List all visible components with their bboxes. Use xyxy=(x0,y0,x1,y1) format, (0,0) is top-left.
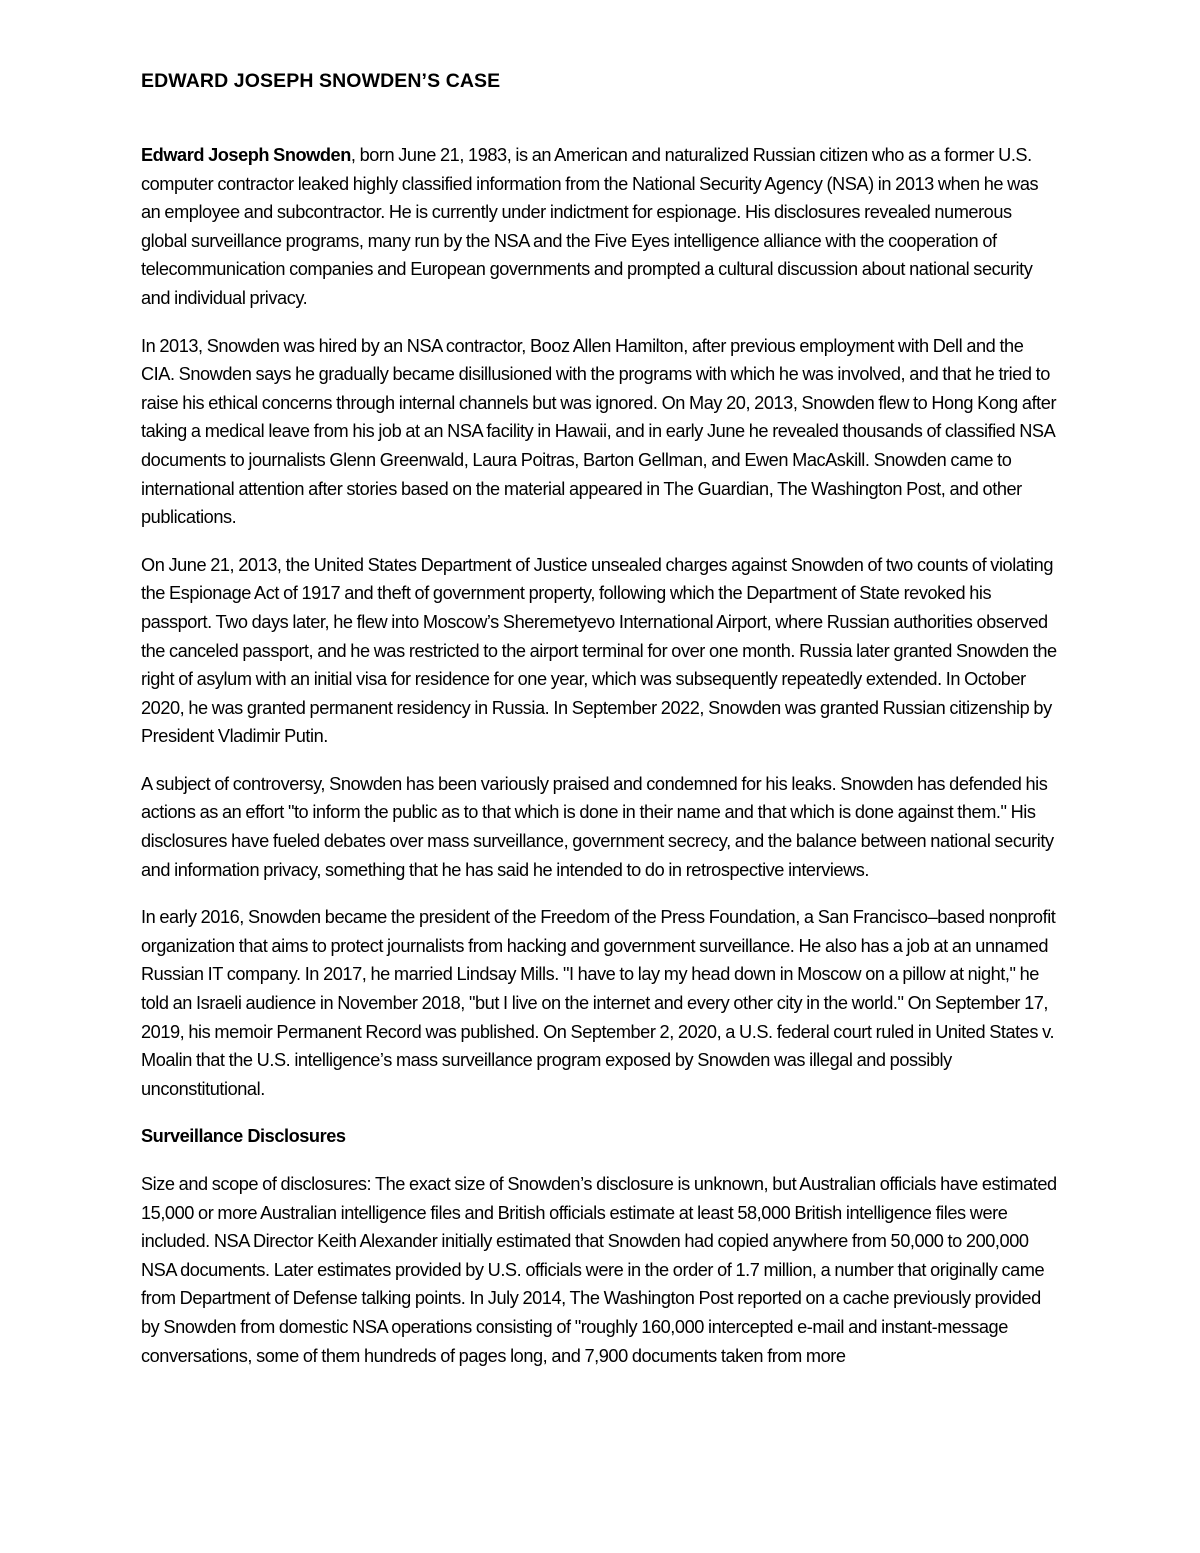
document-body xyxy=(141,66,1059,1389)
section-heading: Surveillance Disclosures xyxy=(141,1126,346,1147)
paragraph-disclosures-size: Size and scope of disclosures: The exact size of Snowden’s disclosure is unknown, but Australian officials have estimated 15,000 or more Australian intelligence files and British officials estimate at least 58,000 British intelligence files were included. NSA Director Keith Alexander initially estimated that Snowden had copied anywhere from 50,000 to 200,000 NSA documents. Later estimates provided by U.S. officials were in the order of 1.7 million, a number that originally came from Department of Defense talking points. In July 2014, The Washington Post reported on a cache previously provided by Snowden from domestic NSA operations consisting of "roughly 160,000 intercepted e-mail and instant-message conversations, some of them hundreds of pages long, and 7,900 documents taken from more xyxy=(141,1174,1057,1366)
subject-name: Edward Joseph Snowden xyxy=(141,145,351,165)
paragraph-controversy: A subject of controversy, Snowden has been variously praised and condemned for his leaks. Snowden has defended his actions as an effort "to inform the public as to that which is done in their name and that which is done against them." His disclosures have fueled debates over mass surveillance, government secrecy, and the balance between national security and information privacy, something that he has said he intended to do in retrospective interviews. xyxy=(141,773,1054,880)
document-title: EDWARD JOSEPH SNOWDEN’S CASE xyxy=(141,70,501,92)
paragraph-later-life: In early 2016, Snowden became the president of the Freedom of the Press Foundation, a San Francisco–based nonprofit organization that aims to protect journalists from hacking and government surveillance. He also has a job at an unnamed Russian IT company. In 2017, he married Lindsay Mills. "I have to lay my head down in Moscow on a pillow at night," he told an Israeli audience in November 2018, "but I live on the internet and every other city in the world." On September 17, 2019, his memoir Permanent Record was published. On September 2, 2020, a U.S. federal court ruled in United States v. Moalin that the U.S. intelligence’s mass surveillance program exposed by Snowden was illegal and possibly unconstitutional. xyxy=(141,907,1056,1099)
intro-paragraph xyxy=(141,141,1059,313)
intro-text: , born June 21, 1983, is an American and naturalized Russian citizen who as a former U.S. computer contractor leaked highly classified information from the National Security Agency (NSA) in 2013 when he was an employee and subcontractor. He is currently under indictment for espionage. His disclosures revealed numerous global surveillance programs, many run by the NSA and the Five Eyes intelligence alliance with the cooperation of telecommunication companies and European governments and prompted a cultural discussion about national security and individual privacy. xyxy=(141,145,1039,308)
paragraph-employment: In 2013, Snowden was hired by an NSA contractor, Booz Allen Hamilton, after previous employment with Dell and the CIA. Snowden says he gradually became disillusioned with the programs with which he was involved, and that he tried to raise his ethical concerns through internal channels but was ignored. On May 20, 2013, Snowden flew to Hong Kong after taking a medical leave from his job at an NSA facility in Hawaii, and in early June he revealed thousands of classified NSA documents to journalists Glenn Greenwald, Laura Poitras, Barton Gellman, and Ewen MacAskill. Snowden came to international attention after stories based on the material appeared in The Guardian, The Washington Post, and other publications. xyxy=(141,335,1057,528)
paragraph-charges: On June 21, 2013, the United States Department of Justice unsealed charges against Snowden of two counts of violating the Espionage Act of 1917 and theft of government property, following which the Department of State revoked his passport. Two days later, he flew into Moscow’s Sheremetyevo International Airport, where Russian authorities observed the canceled passport, and he was restricted to the airport terminal for over one month. Russia later granted Snowden the right of asylum with an initial visa for residence for one year, which was subsequently repeatedly extended. In October 2020, he was granted permanent residency in Russia. In September 2022, Snowden was granted Russian citizenship by President Vladimir Putin. xyxy=(141,554,1057,747)
